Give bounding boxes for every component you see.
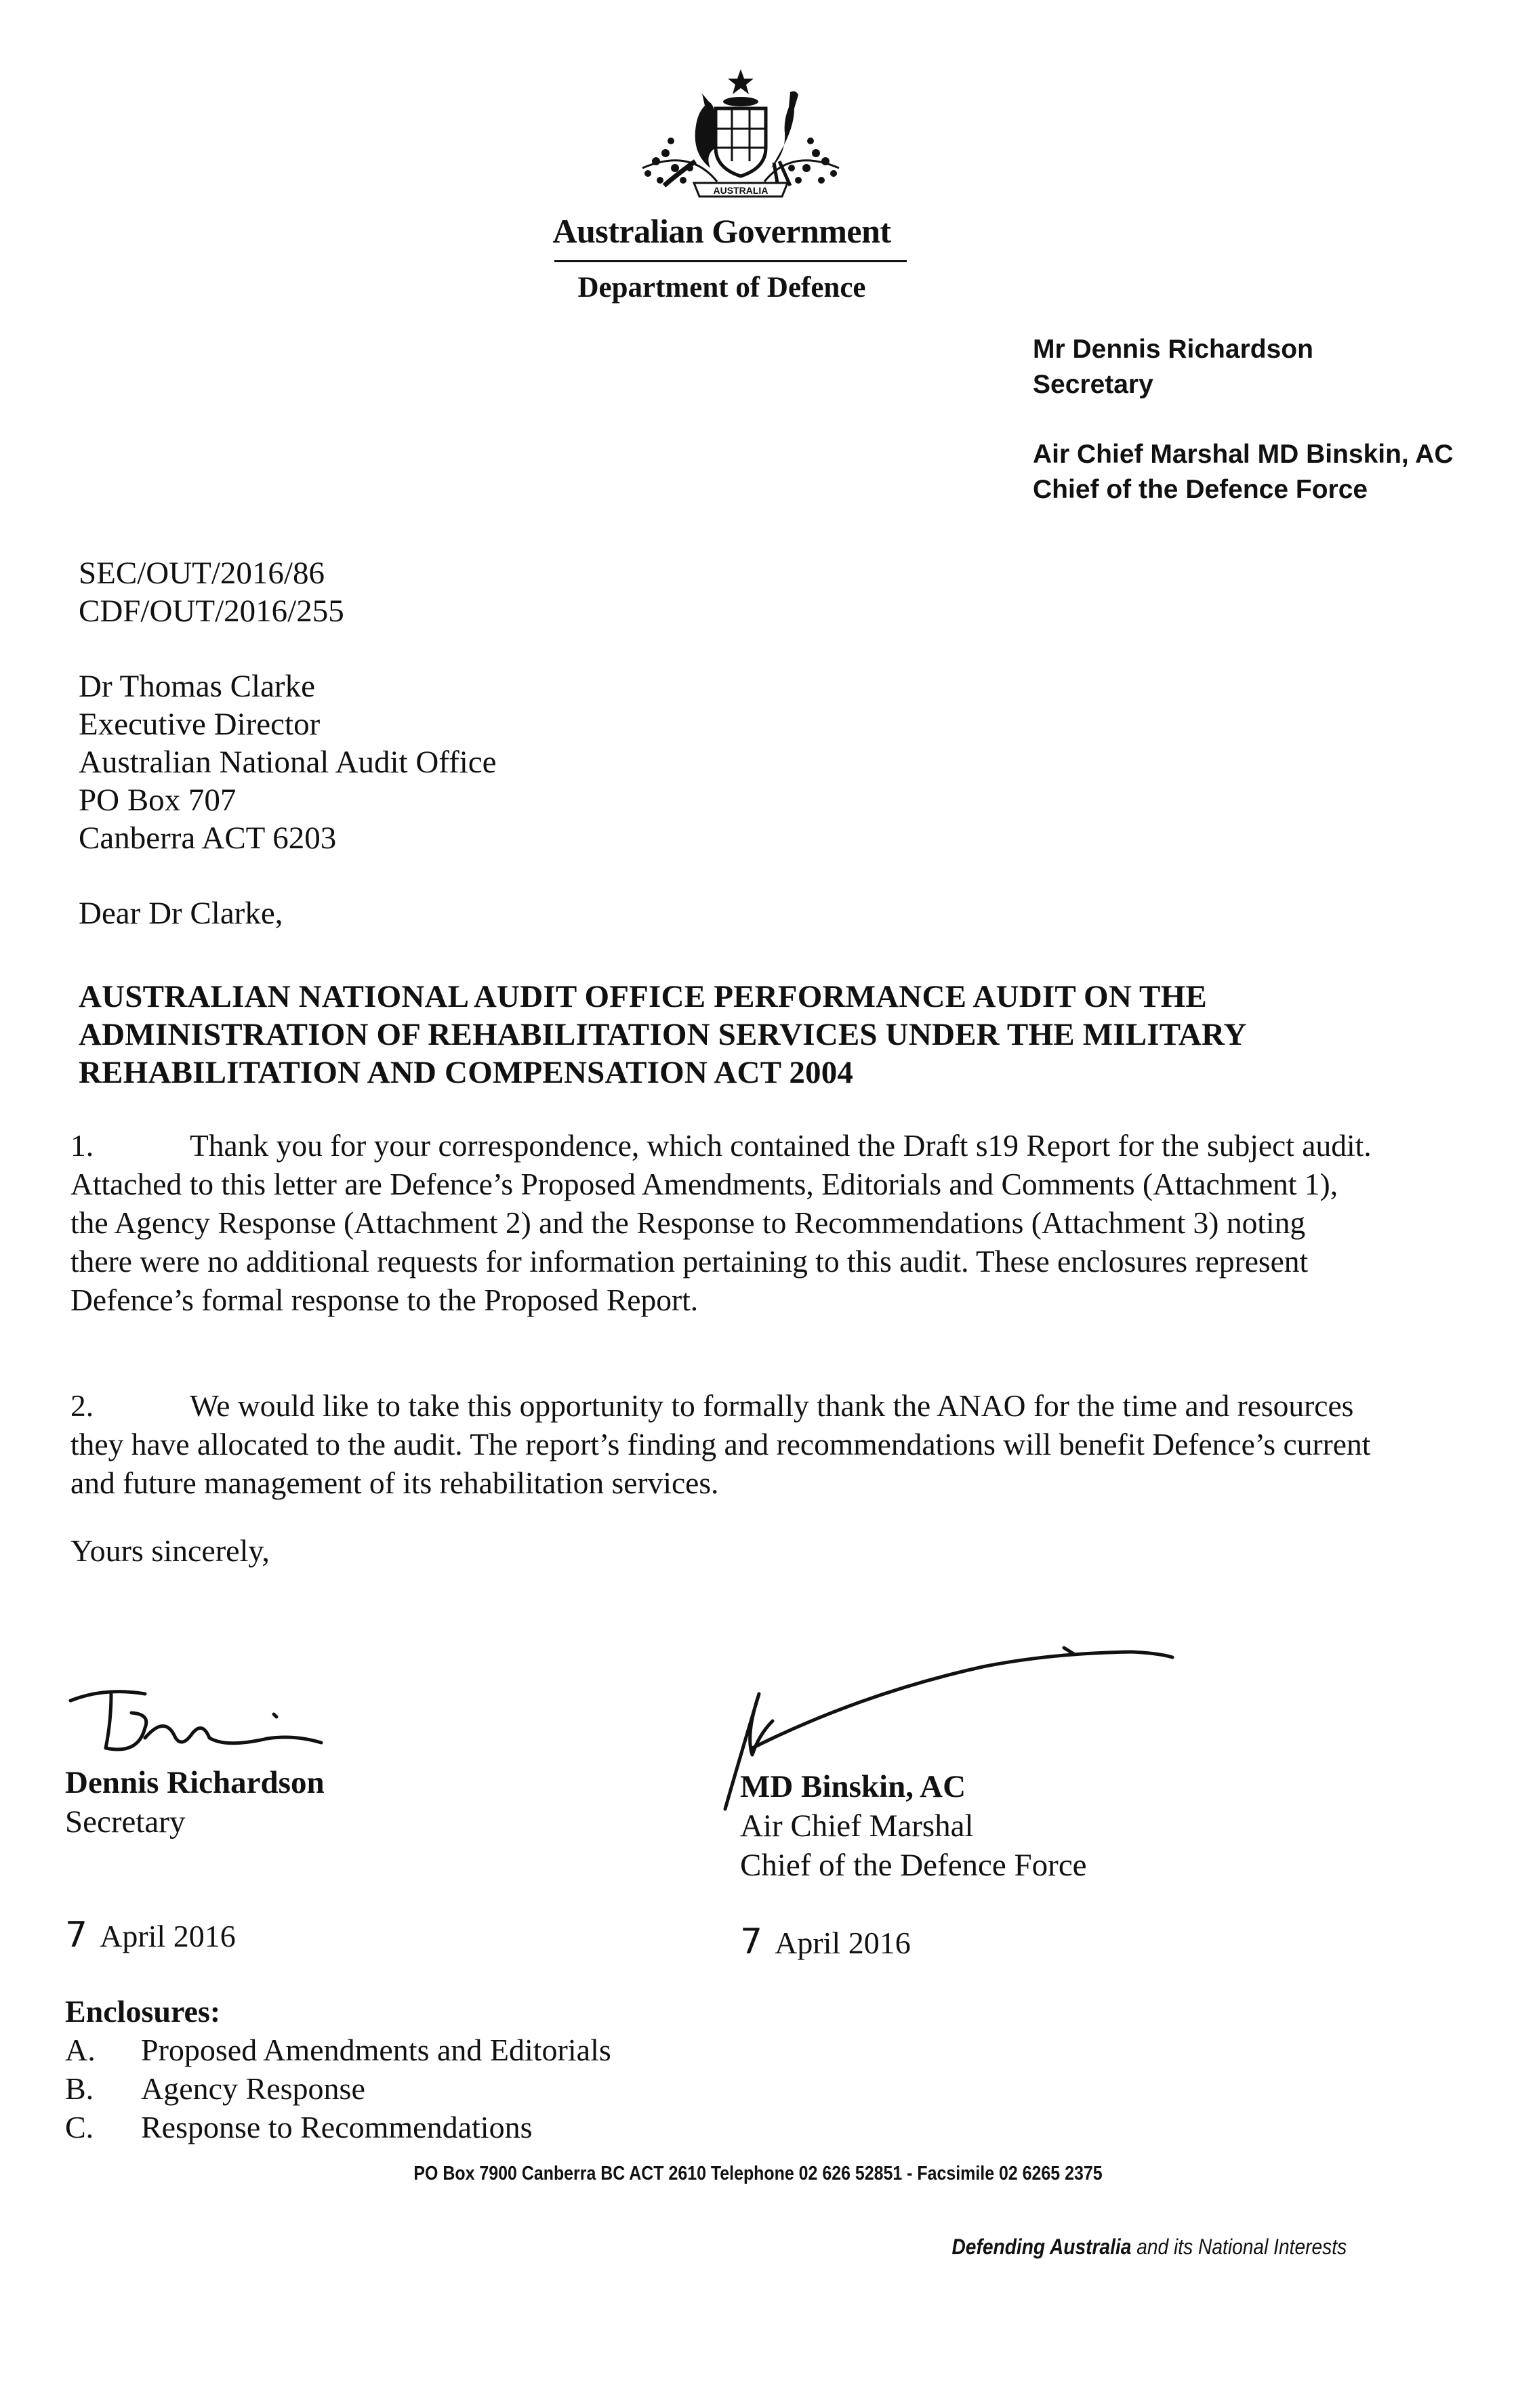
reference-line: CDF/OUT/2016/255 bbox=[79, 594, 344, 629]
enclosure-text: Response to Recommendations bbox=[141, 2110, 533, 2144]
signatory-name: Dennis Richardson bbox=[65, 1765, 325, 1800]
recipient-po-box: PO Box 707 bbox=[79, 783, 237, 818]
recipient-organisation: Australian National Audit Office bbox=[79, 745, 497, 780]
enclosure-item bbox=[65, 2031, 611, 2069]
enclosure-letter: A. bbox=[65, 2033, 96, 2067]
handwritten-day: 7 bbox=[65, 1915, 88, 1955]
department-name: Department of Defence bbox=[577, 272, 866, 304]
signatory-block-secretary bbox=[65, 1763, 325, 1842]
date-month-year: April 2016 bbox=[775, 1926, 911, 1960]
enclosure-item bbox=[65, 2108, 611, 2146]
body-paragraph bbox=[70, 1386, 1372, 1502]
sender-name: Air Chief Marshal MD Binskin, AC bbox=[1033, 440, 1454, 469]
recipient-position: Executive Director bbox=[79, 707, 321, 742]
recipient-address bbox=[79, 667, 497, 857]
footer-contact: PO Box 7900 Canberra BC ACT 2610 Telephone 02 626 52851 - Facsimile 02 6265 2375 bbox=[413, 2163, 1103, 2184]
date-month-year: April 2016 bbox=[100, 1919, 236, 1953]
signatory-rank: Air Chief Marshal bbox=[740, 1808, 974, 1844]
sender-title: Chief of the Defence Force bbox=[1033, 475, 1368, 504]
footer-tagline bbox=[951, 2235, 1347, 2260]
reference-line: SEC/OUT/2016/86 bbox=[79, 556, 325, 591]
subject-heading: AUSTRALIAN NATIONAL AUDIT OFFICE PERFORMANCE AUDIT ON THE ADMINISTRATION OF REHABILITATION SERVICES UNDER THE MILITARY REHABILITATION AND COMPENSATION ACT 2004 bbox=[79, 979, 1246, 1090]
paragraph-number: 1. bbox=[70, 1128, 94, 1163]
salutation: Dear Dr Clarke, bbox=[79, 896, 283, 931]
enclosure-text: Proposed Amendments and Editorials bbox=[141, 2033, 611, 2067]
paragraph-number: 2. bbox=[70, 1388, 94, 1423]
crest-motto: AUSTRALIA bbox=[713, 185, 769, 196]
paragraph-text: Thank you for your correspondence, which contained the Draft s19 Report for the subject audit. Attached to this letter are Defence’s Proposed Amendments, Editorials and Comments (Attachment 1), the Agency Response (Attachment 2) and the Response to Recommendations (Attachment 3) noting there were no additional requests for information pertaining to this audit. These enclosures represent Defence’s formal response to the Proposed Report. bbox=[70, 1128, 1372, 1317]
reference-numbers bbox=[79, 554, 344, 630]
recipient-name: Dr Thomas Clarke bbox=[79, 669, 315, 704]
sender-block-secretary bbox=[1033, 332, 1313, 402]
body-paragraph bbox=[70, 1126, 1372, 1319]
signature-date bbox=[65, 1915, 236, 1955]
enclosure-letter: B. bbox=[65, 2071, 94, 2106]
signatory-block-cdf bbox=[740, 1767, 1087, 1885]
closing: Yours sincerely, bbox=[70, 1533, 270, 1568]
sender-name: Mr Dennis Richardson bbox=[1033, 335, 1313, 364]
enclosures-heading: Enclosures: bbox=[65, 1994, 221, 2029]
handwritten-day: 7 bbox=[740, 1922, 763, 1962]
letterhead-rule bbox=[554, 260, 907, 262]
tagline-rest: and its National Interests bbox=[1136, 2235, 1347, 2259]
enclosure-text: Agency Response bbox=[141, 2071, 365, 2106]
government-name: Australian Government bbox=[552, 212, 891, 250]
enclosure-letter: C. bbox=[65, 2110, 94, 2144]
signatory-title: Chief of the Defence Force bbox=[740, 1848, 1087, 1883]
tagline-bold: Defending Australia bbox=[951, 2235, 1132, 2259]
signatory-title: Secretary bbox=[65, 1804, 186, 1840]
coat-of-arms-emblem bbox=[629, 66, 853, 202]
sender-title: Secretary bbox=[1033, 370, 1153, 399]
paragraph-text: We would like to take this opportunity to formally thank the ANAO for the time and resources they have allocated to the audit. The report’s finding and recommendations will benefit Defence’s current and future management of its rehabilitation services. bbox=[70, 1388, 1371, 1500]
sender-block-cdf bbox=[1033, 437, 1453, 507]
signature-richardson bbox=[64, 1674, 335, 1768]
enclosures-list bbox=[65, 1992, 611, 2146]
enclosure-item bbox=[65, 2069, 611, 2108]
signature-date bbox=[740, 1922, 911, 1962]
signatory-name: MD Binskin, AC bbox=[740, 1769, 966, 1804]
recipient-city: Canberra ACT 6203 bbox=[79, 821, 337, 856]
